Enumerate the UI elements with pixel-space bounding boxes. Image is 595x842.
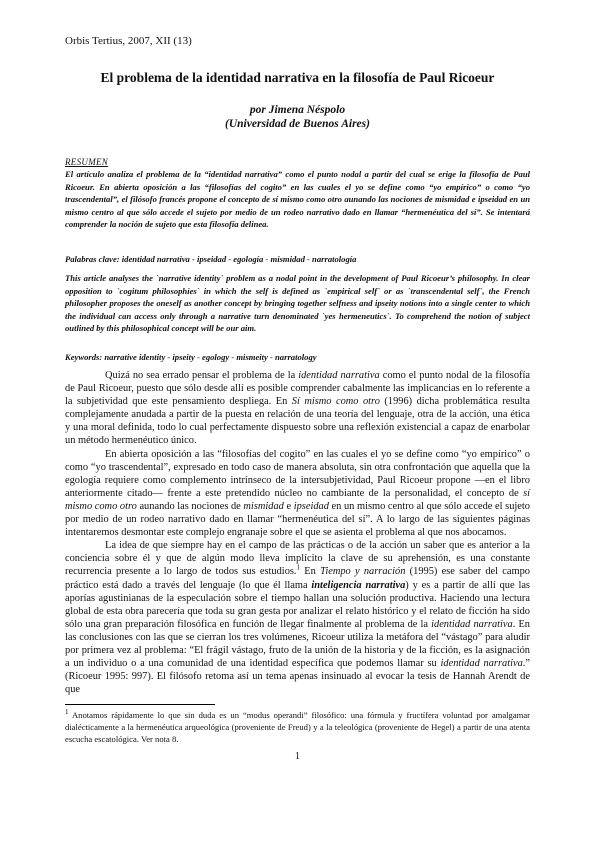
abstract-en-text: This article analyses the `narrative identity` problem as a nodal point in the development of Paul Ricoeur’s philosophy. In clear opposition to `cogitum philosophies` in which the self is defined as `empirical self` or as `transcendental self`, the French philosopher proposes the oneself as another concept by bringing together selfness and ipseity notions into a single center to which the individual can access only through a narrative turn denominated `yes hermeneutics`. To comprehend the notion of subject outlined by this philosophical concept will be our aim. [65,273,530,333]
resumen-heading: RESUMEN [65,157,109,167]
body-paragraph-1: Quizá no sea errado pensar el problema de la identidad narrativa como el punto nodal de la filosofía de Paul Ricoeur, puesto que sólo desde allí es posible comprender cabalmente las implicancias en lo referente a la subjetividad que este pensamiento despliega. En Sí mismo como otro (1996) dicha problemática resulta complejamente anudada a partir de la puesta en relación de una teoría del lenguaje, otra de la acción, una ética y una moral definida, todo lo cual perfectamente dispuesto sobre una reflexión existencial a capaz de enarbolar un método hermenéutico único. [65,370,531,447]
footnote [65,709,530,745]
journal-header: Orbis Tertius, 2007, XII (13) [65,35,192,47]
footnote-text: Anotamos rápidamente lo que sin duda es un “modus operandi” filosófico: una fórmula y fructífera voluntad por amalgamar dialécticamente a la hermenéutica arqueológica (proveniente de Freud) y a la teleológica (proveniente de Hegel) a partir de una atenta escucha escatológica. Ver nota 8. [65,710,530,744]
keywords-en: Keywords: narrative identity - ipseity - egology - mismeity - narratology [65,352,317,362]
footnote-ref[interactable]: 1 [296,563,301,572]
footnote-divider [65,704,215,705]
resumen-text: El artículo analiza el problema de la “identidad narrativa” como el punto nodal a partir del cual se erige la filosofía de Paul Ricoeur. En abierta oposición a las “filosofías del cogito” en las cuales el yo se define como “yo empírico” o como “yo trascendental”, el filósofo francés propone el concepto de sí mismo como otro aunando las nociones de mismidad e ipseidad en un mismo centro al que sólo accede el sujeto por medio de un rodeo narrativo dado en llamar “hermenéutica del sí”. Se intentará comprender la noción de sujeto que esta filosofía delinea. [65,169,530,229]
body-text [65,369,530,696]
body-paragraph-2: En abierta oposición a las “filosofías del cogito” en las cuales el yo se define como “yo empírico” o como “yo trascendental”, expresado en todo caso de manera absoluta, sin otra confrontación que aquella que la egología requiere como complemento intrínseco de la intersubjetividad, Paul Ricoeur propone —en el libro anteriormente citado— frente a este pretendido núcleo no cambiante de la personalidad, el concepto de sí mismo como otro aunando las nociones de mismidad e ipseidad en un mismo centro al que sólo accede el sujeto por medio de un rodeo narrativo dado en llamar “hermenéutica del sí”. A lo largo de las siguientes páginas intentaremos desmontar este complejo engranaje sobre el que se asienta el problema al que nos abocamos. [65,448,530,539]
page-number: 1 [295,751,300,762]
author-name: por Jimena Néspolo [249,104,346,116]
body-paragraph-3: La idea de que siempre hay en el campo de las prácticas o de la acción un saber que es anterior a la conciencia sobre él y que de algún modo lleva implícito la clave de su aprehensión, es una constante recurrencia presente a lo largo de todos sus estudios.$^1$ En Tiempo y narración (1995) ese saber del campo práctico está dado a través del lenguaje (lo que él llama inteligencia narrativa) y es a partir de allí que las aporías agustinianas de la especulación sobre el tiempo hallan una solución productiva. Haciendo una lectura global de esta obra parecería que toda su gran gesta por analizar el relato histórico y el relato de ficción ha sido sólo una gran preparación filosófica en función de llegar finalmente al problema de la identidad narrativa. En las conclusiones con las que se cierran los tres volúmenes, Ricoeur utiliza la metáfora del “vástago” para aludir por primera vez al problema: “El frágil vástago, fruto de la unión de la historia y de la ficción, es la asignación a un individuo o a una comunidad de una identidad específica que podemos llamar su identidad narrativa.” (Ricoeur 1995: 997). El filósofo retoma así un tema apenas insinuado al evocar la tesis de Hannah Arendt de que [65,540,531,696]
keywords-es: Palabras clave: identidad narrativa - ipseidad - egología - mismidad - narratología [65,254,357,264]
author-affiliation: (Universidad de Buenos Aires) [225,118,370,130]
article-title: El problema de la identidad narrativa en la filosofía de Paul Ricoeur [100,70,495,85]
author-block [65,103,530,131]
footnote-number: 1 [65,708,69,717]
